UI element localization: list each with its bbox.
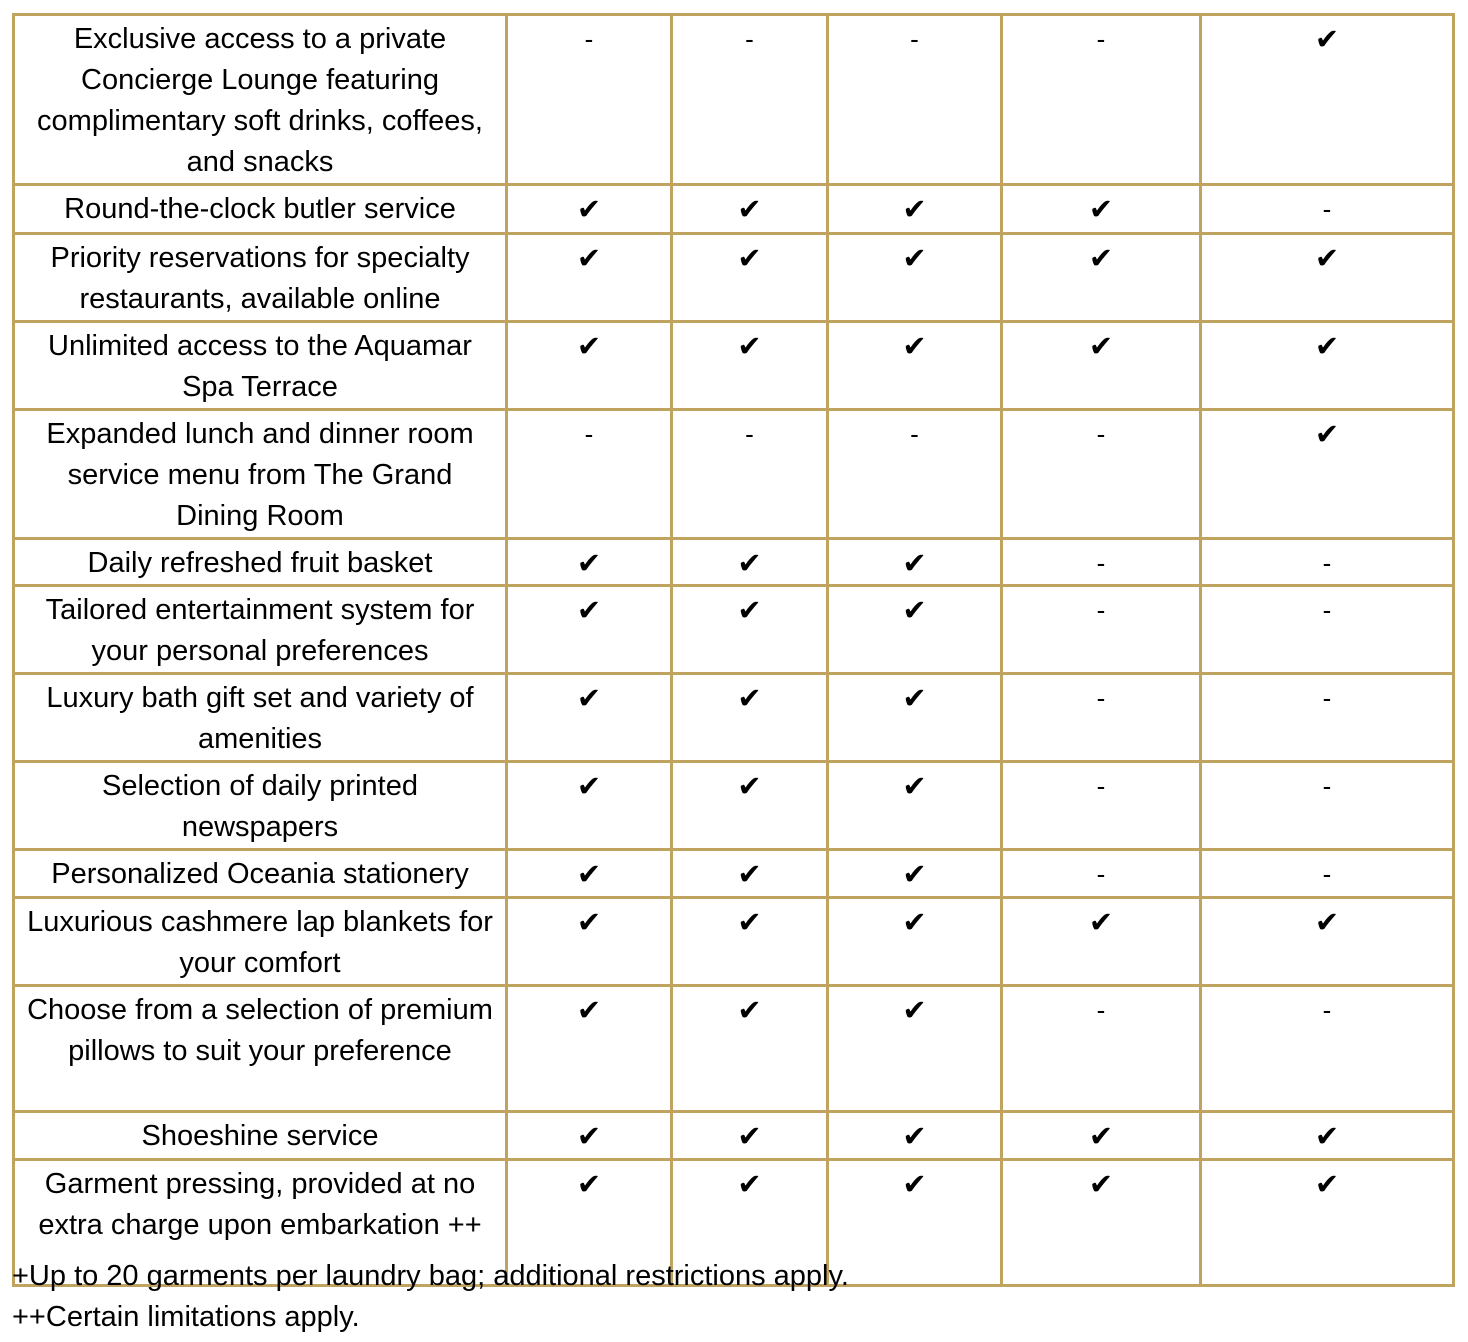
tier-3-mark: ✔ xyxy=(828,1160,1002,1286)
tier-4-mark: - xyxy=(1002,539,1201,586)
tier-1-mark: ✔ xyxy=(507,850,672,898)
table-row xyxy=(14,15,1454,185)
tier-2-mark: ✔ xyxy=(672,898,828,986)
tier-1-mark: ✔ xyxy=(507,185,672,234)
tier-1-mark: ✔ xyxy=(507,986,672,1112)
tier-3-mark: ✔ xyxy=(828,539,1002,586)
feature-cell: Expanded lunch and dinner room service menu from The Grand Dining Room xyxy=(14,410,507,539)
tier-5-mark: ✔ xyxy=(1201,1112,1454,1160)
table-row xyxy=(14,850,1454,898)
feature-cell: Luxury bath gift set and variety of amenities xyxy=(14,674,507,762)
tier-1-mark: ✔ xyxy=(507,674,672,762)
tier-4-mark: - xyxy=(1002,586,1201,674)
feature-cell: Choose from a selection of premium pillows to suit your preference xyxy=(14,986,507,1112)
tier-5-mark: - xyxy=(1201,586,1454,674)
tier-1-mark: ✔ xyxy=(507,234,672,322)
table-body xyxy=(14,15,1454,1286)
tier-3-mark: ✔ xyxy=(828,234,1002,322)
tier-4-mark: ✔ xyxy=(1002,898,1201,986)
feature-cell: Personalized Oceania stationery xyxy=(14,850,507,898)
tier-3-mark: ✔ xyxy=(828,898,1002,986)
tier-4-mark: ✔ xyxy=(1002,234,1201,322)
table-row xyxy=(14,1112,1454,1160)
tier-3-mark: - xyxy=(828,410,1002,539)
tier-1-mark: - xyxy=(507,410,672,539)
footnote-limitations: ++Certain limitations apply. xyxy=(12,1301,360,1333)
tier-1-mark: ✔ xyxy=(507,322,672,410)
tier-1-mark: ✔ xyxy=(507,1112,672,1160)
table-row xyxy=(14,586,1454,674)
tier-1-mark: ✔ xyxy=(507,539,672,586)
tier-5-mark: - xyxy=(1201,986,1454,1112)
feature-cell: Garment pressing, provided at no extra charge upon embarkation ++ xyxy=(14,1160,507,1286)
tier-2-mark: ✔ xyxy=(672,234,828,322)
tier-4-mark: - xyxy=(1002,15,1201,185)
feature-cell: Exclusive access to a private Concierge Lounge featuring complimentary soft drinks, coffees, and snacks xyxy=(14,15,507,185)
feature-cell: Priority reservations for specialty restaurants, available online xyxy=(14,234,507,322)
tier-2-mark: ✔ xyxy=(672,185,828,234)
tier-1-mark: ✔ xyxy=(507,586,672,674)
tier-5-mark: ✔ xyxy=(1201,234,1454,322)
tier-4-mark: ✔ xyxy=(1002,322,1201,410)
tier-1-mark: ✔ xyxy=(507,898,672,986)
tier-2-mark: - xyxy=(672,410,828,539)
tier-5-mark: - xyxy=(1201,674,1454,762)
feature-cell: Unlimited access to the Aquamar Spa Terrace xyxy=(14,322,507,410)
tier-4-mark: ✔ xyxy=(1002,185,1201,234)
tier-2-mark: ✔ xyxy=(672,1112,828,1160)
feature-cell: Round-the-clock butler service xyxy=(14,185,507,234)
tier-4-mark: - xyxy=(1002,674,1201,762)
table-row xyxy=(14,986,1454,1112)
table-row xyxy=(14,410,1454,539)
table-row xyxy=(14,762,1454,850)
tier-2-mark: ✔ xyxy=(672,850,828,898)
table-row xyxy=(14,898,1454,986)
tier-3-mark: ✔ xyxy=(828,986,1002,1112)
tier-3-mark: ✔ xyxy=(828,850,1002,898)
tier-5-mark: - xyxy=(1201,539,1454,586)
tier-4-mark: - xyxy=(1002,986,1201,1112)
tier-5-mark: - xyxy=(1201,762,1454,850)
feature-cell: Selection of daily printed newspapers xyxy=(14,762,507,850)
tier-3-mark: ✔ xyxy=(828,674,1002,762)
footnote-laundry: +Up to 20 garments per laundry bag; additional restrictions apply. xyxy=(12,1260,849,1292)
tier-5-mark: ✔ xyxy=(1201,322,1454,410)
table-row xyxy=(14,234,1454,322)
tier-3-mark: ✔ xyxy=(828,322,1002,410)
tier-2-mark: ✔ xyxy=(672,762,828,850)
tier-3-mark: ✔ xyxy=(828,1112,1002,1160)
tier-4-mark: - xyxy=(1002,762,1201,850)
tier-2-mark: ✔ xyxy=(672,1160,828,1286)
tier-4-mark: - xyxy=(1002,850,1201,898)
tier-2-mark: ✔ xyxy=(672,586,828,674)
tier-2-mark: ✔ xyxy=(672,539,828,586)
tier-2-mark: ✔ xyxy=(672,322,828,410)
tier-2-mark: ✔ xyxy=(672,674,828,762)
amenities-comparison-table xyxy=(12,13,1455,1287)
tier-2-mark: - xyxy=(672,15,828,185)
table-row xyxy=(14,674,1454,762)
tier-1-mark: ✔ xyxy=(507,1160,672,1286)
tier-4-mark: ✔ xyxy=(1002,1112,1201,1160)
tier-5-mark: - xyxy=(1201,850,1454,898)
feature-cell: Tailored entertainment system for your personal preferences xyxy=(14,586,507,674)
feature-cell: Daily refreshed fruit basket xyxy=(14,539,507,586)
tier-4-mark: ✔ xyxy=(1002,1160,1201,1286)
tier-3-mark: ✔ xyxy=(828,586,1002,674)
tier-3-mark: ✔ xyxy=(828,762,1002,850)
tier-3-mark: - xyxy=(828,15,1002,185)
tier-5-mark: - xyxy=(1201,185,1454,234)
tier-5-mark: ✔ xyxy=(1201,410,1454,539)
tier-5-mark: ✔ xyxy=(1201,15,1454,185)
tier-1-mark: - xyxy=(507,15,672,185)
tier-1-mark: ✔ xyxy=(507,762,672,850)
feature-cell: Luxurious cashmere lap blankets for your comfort xyxy=(14,898,507,986)
tier-2-mark: ✔ xyxy=(672,986,828,1112)
table-row xyxy=(14,185,1454,234)
table-row xyxy=(14,322,1454,410)
tier-3-mark: ✔ xyxy=(828,185,1002,234)
table-row xyxy=(14,539,1454,586)
footnotes xyxy=(12,1256,849,1338)
tier-5-mark: ✔ xyxy=(1201,1160,1454,1286)
tier-4-mark: - xyxy=(1002,410,1201,539)
feature-cell: Shoeshine service xyxy=(14,1112,507,1160)
tier-5-mark: ✔ xyxy=(1201,898,1454,986)
